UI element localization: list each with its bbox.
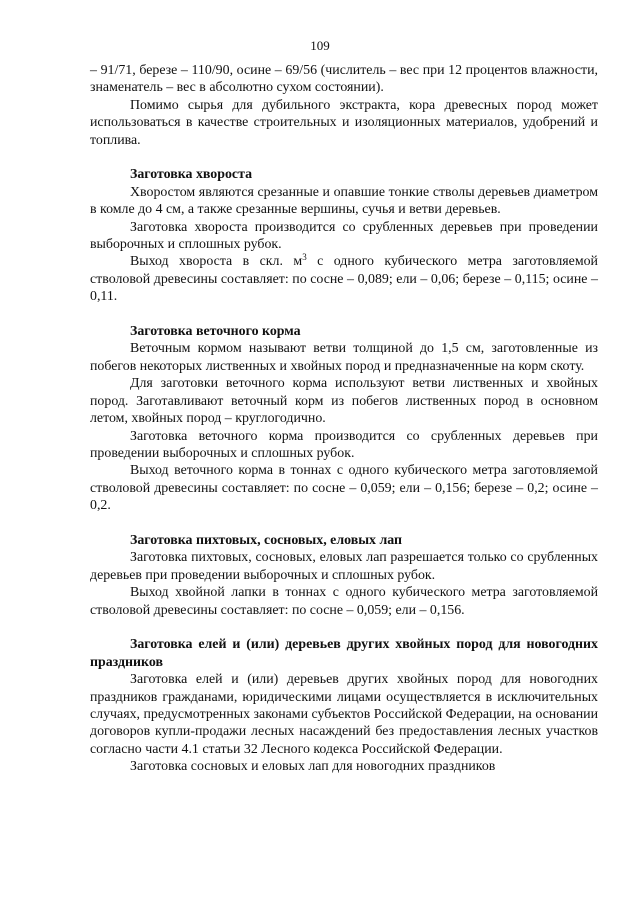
paragraph: – 91/71, березе – 110/90, осине – 69/56 (числитель – вес при 12 процентов влажности, знаменатель – вес в абсолютно сухом состоянии). — [90, 63, 598, 96]
paragraph: Выход хвойной лапки в тоннах с одного кубического метра заготовляемой стволовой древесины составляет: по сосне – 0,059; ели – 0,156. — [90, 585, 598, 618]
paragraph: Заготовка сосновых и еловых лап для новогодних праздников — [130, 759, 496, 775]
paragraph: Заготовка веточного корма производится со срубленных деревьев при проведении выборочных и сплошных рубок. — [90, 428, 598, 461]
text-run: с одного кубического метра заготовляемой стволовой древесины составляет: по сосне – 0,089; ели – 0,06; березе – 0,115; осине – 0,11. — [90, 254, 598, 305]
paragraph: Заготовка пихтовых, сосновых, еловых лап разрешается только со срубленных деревьев при проведении выборочных и сплошных рубок. — [90, 550, 598, 583]
section-gap — [90, 149, 598, 166]
text-run: Выход хвороста в скл. м — [130, 254, 303, 270]
paragraph: Хворостом являются срезанные и опавшие тонкие стволы деревьев диаметром в комле до 4 см, а также срезанные вершины, сучья и ветви деревьев. — [90, 184, 598, 218]
superscript: 3 — [302, 252, 307, 263]
document-body — [90, 62, 598, 776]
section-gap — [90, 619, 598, 636]
page-number: 109 — [310, 38, 330, 53]
section-heading-conifer-branches: Заготовка пихтовых, сосновых, еловых лап — [130, 532, 403, 548]
paragraph: Выход веточного корма в тоннах с одного кубического метра заготовляемой стволовой древесины составляет: по сосне – 0,059; ели – 0,156; березе – 0,2; осине – 0,2. — [90, 463, 598, 514]
paragraph-brushwood-yield — [90, 253, 598, 305]
section-heading-brushwood: Заготовка хвороста — [130, 167, 253, 183]
section-gap — [90, 306, 598, 323]
paragraph: Для заготовки веточного корма используют ветви лиственных и хвойных пород. Заготавливают веточный корм из побегов лиственных пород в основном летом, хвойных пород – круглогодично. — [90, 376, 598, 427]
paragraph: Помимо сырья для дубильного экстракта, кора древесных пород может использоваться в качестве строительных и изоляционных материалов, удобрений и топлива. — [90, 97, 598, 148]
paragraph: Заготовка елей и (или) деревьев других хвойных пород для новогодних праздников гражданами, юридическими лицами осуществляется в исключительных случаях, предусмотренных законами субъектов Российской Федерации, на основании договоров купли-продажи лесных насаждений без предоставления лесных участков согласно части 4.1 статьи 32 Лесного кодекса Российской Федерации. — [90, 672, 598, 757]
section-gap — [90, 515, 598, 532]
section-heading-new-year-trees: Заготовка елей и (или) деревьев других хвойных пород для новогодних праздников — [90, 637, 598, 670]
paragraph: Веточным кормом называют ветви толщиной до 1,5 см, заготовленные из побегов некоторых лиственных и хвойных пород и предназначенные на корм скоту. — [90, 341, 598, 374]
section-heading-branch-fodder: Заготовка веточного корма — [130, 324, 301, 340]
paragraph: Заготовка хвороста производится со срубленных деревьев при проведении выборочных и сплошных рубок. — [90, 219, 598, 253]
